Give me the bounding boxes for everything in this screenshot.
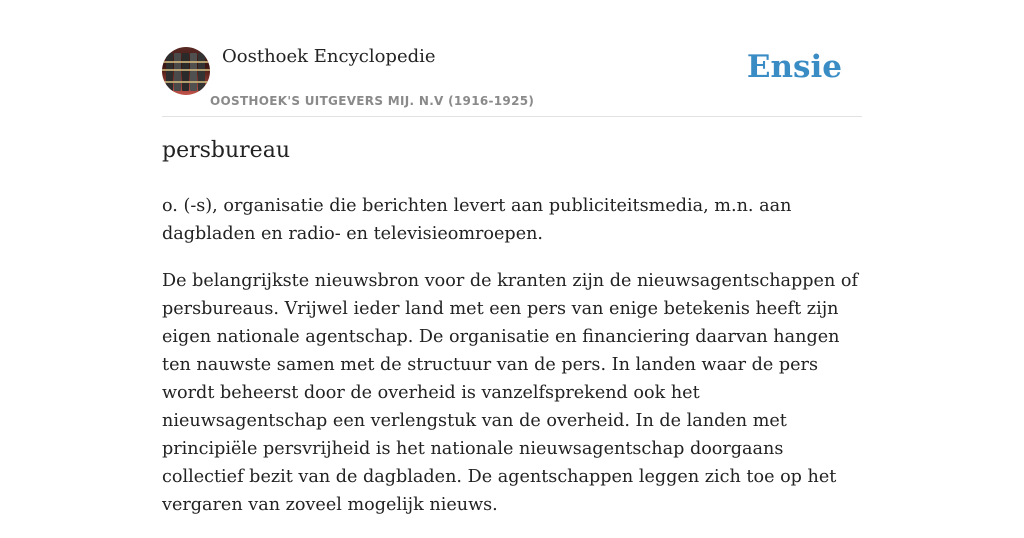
source-title[interactable]: Oosthoek Encyclopedie	[222, 46, 436, 67]
article-term: persbureau	[162, 138, 290, 163]
source-subtitle: OOSTHOEK'S UITGEVERS MIJ. N.V (1916-1925)	[210, 94, 535, 108]
source-avatar[interactable]	[162, 47, 210, 95]
ensie-logo[interactable]: Ensie	[746, 49, 842, 85]
article-body	[162, 192, 862, 538]
source-header	[162, 44, 862, 117]
article-paragraph: De belangrijkste nieuwsbron voor de kranten zijn de nieuwsagentschappen of persbureaus. Vrijwel ieder land met een pers van enige betekenis heeft zijn eigen nationale agentschap. De organisatie en financiering daarvan hangen ten nauwste samen met de structuur van de pers. In landen waar de pers wordt beheerst door de overheid is vanzelfsprekend ook het nieuwsagentschap een verlengstuk van de overheid. In de landen met principiële persvrijheid is het nationale nieuwsagentschap doorgaans collectief bezit van de dagbladen. De agentschappen leggen zich toe op het vergaren van zoveel mogelijk nieuws.	[162, 271, 858, 515]
article-definition: o. (-s), organisatie die berichten levert aan publiciteitsmedia, m.n. aan dagbladen en radio- en televisieomroepen.	[162, 196, 792, 244]
